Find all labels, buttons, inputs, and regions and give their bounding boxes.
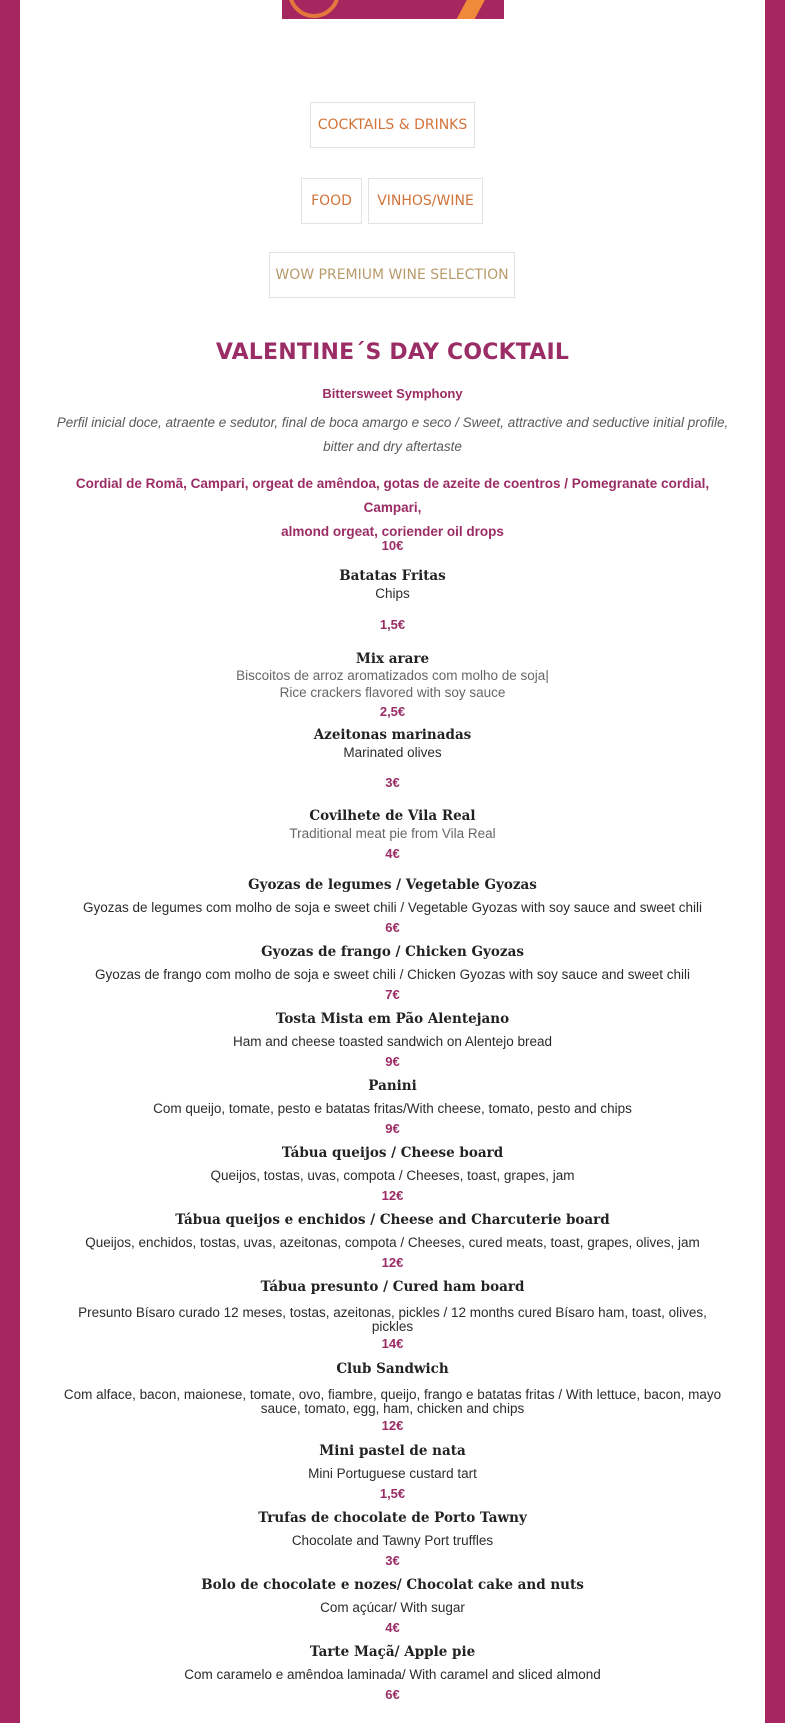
menu-item-description: Chips xyxy=(375,586,410,601)
menu-item-price: 6€ xyxy=(385,920,400,935)
menu-item-price: 2,5€ xyxy=(379,704,406,719)
cocktail-ingredients-line: almond orgeat, coriender oil drops xyxy=(281,524,504,539)
menu-item-description: Ham and cheese toasted sandwich on Alentejo bread xyxy=(233,1034,552,1049)
cocktail-name: Bittersweet Symphony xyxy=(322,386,463,401)
menu-item-price: 6€ xyxy=(385,1687,400,1702)
menu-item-description: Gyozas de legumes com molho de soja e sweet chili / Vegetable Gyozas with soy sauce and sweet chili xyxy=(82,900,703,915)
menu-item-price: 9€ xyxy=(385,1054,400,1069)
menu-item-name: Azeitonas marinadas xyxy=(313,727,472,743)
menu-item-name: Covilhete de Vila Real xyxy=(309,808,476,824)
menu-item-description: Com caramelo e amêndoa laminada/ With caramel and sliced almond xyxy=(184,1667,601,1682)
menu-item-name: Tábua presunto / Cured ham board xyxy=(260,1279,525,1295)
menu-item-name: Gyozas de legumes / Vegetable Gyozas xyxy=(248,877,537,893)
menu-item-price: 12€ xyxy=(381,1418,404,1433)
cocktail-ingredients xyxy=(20,472,765,544)
menu-item-description: Traditional meat pie from Vila Real xyxy=(289,826,496,841)
menu-item-name: Tarte Maçã/ Apple pie xyxy=(309,1644,476,1660)
menu-item-price: 3€ xyxy=(385,775,400,790)
menu-item-description: Gyozas de frango com molho de soja e sweet chili / Chicken Gyozas with soy sauce and sweet chili xyxy=(94,967,691,982)
menu-item-price: 1,5€ xyxy=(379,1486,406,1501)
menu-item-description: Com açúcar/ With sugar xyxy=(320,1600,465,1615)
menu-item-name: Tábua queijos / Cheese board xyxy=(281,1145,504,1161)
menu-item-name: Tosta Mista em Pão Alentejano xyxy=(275,1011,510,1027)
cocktail-description xyxy=(20,411,765,459)
menu-item-name: Batatas Fritas xyxy=(339,568,446,584)
logo-image xyxy=(282,0,504,19)
menu-item-price: 1,5€ xyxy=(379,617,406,632)
menu-item-price: 4€ xyxy=(385,1620,400,1635)
logo-slash-shape xyxy=(454,0,488,19)
menu-item-description: Mini Portuguese custard tart xyxy=(308,1466,477,1481)
menu-item-price: 9€ xyxy=(385,1121,400,1136)
menu-item-description: Com alface, bacon, maionese, tomate, ovo, fiambre, queijo, frango e batatas fritas / With lettuce, bacon, mayo xyxy=(63,1387,722,1402)
menu-item-name: Club Sandwich xyxy=(336,1361,449,1377)
menu-item-description: Queijos, tostas, uvas, compota / Cheeses, toast, grapes, jam xyxy=(210,1168,575,1183)
menu-item-description: Marinated olives xyxy=(343,745,442,760)
menu-item-name: Mix arare xyxy=(355,651,430,667)
logo-circle-shape xyxy=(288,0,340,18)
menu-item-description: Rice crackers flavored with soy sauce xyxy=(279,685,506,700)
menu-item-name: Bolo de chocolate e nozes/ Chocolat cake and nuts xyxy=(201,1577,584,1593)
menu-item-name: Gyozas de frango / Chicken Gyozas xyxy=(261,944,524,960)
menu-item-price: 12€ xyxy=(381,1255,404,1270)
menu-item-description: Biscoitos de arroz aromatizados com molho de soja| xyxy=(236,668,549,683)
menu-page xyxy=(20,0,765,1723)
menu-item-description: Chocolate and Tawny Port truffles xyxy=(291,1533,494,1548)
menu-item-description: sauce, tomato, egg, ham, chicken and chips xyxy=(260,1401,525,1416)
menu-item-price: 14€ xyxy=(381,1336,404,1351)
cocktail-ingredients-line: Cordial de Romã, Campari, orgeat de amêndoa, gotas de azeite de coentros / Pomegranate cordial, Campari, xyxy=(75,476,710,515)
menu-item-description: Presunto Bísaro curado 12 meses, tostas, azeitonas, pickles / 12 months cured Bísaro ham, toast, olives, xyxy=(78,1305,707,1320)
tab-cocktails-drinks[interactable]: COCKTAILS & DRINKS xyxy=(310,102,475,148)
cocktail-description-line: bitter and dry aftertaste xyxy=(323,439,462,454)
menu-item-description: Com queijo, tomate, pesto e batatas fritas/With cheese, tomato, pesto and chips xyxy=(153,1101,632,1116)
tab-wine[interactable]: VINHOS/WINE xyxy=(368,178,483,224)
section-title: VALENTINE´S DAY COCKTAIL xyxy=(215,340,570,365)
menu-item-price: 4€ xyxy=(385,846,400,861)
tab-wow-premium-wine[interactable]: WOW PREMIUM WINE SELECTION xyxy=(269,252,515,298)
menu-item-name: Panini xyxy=(368,1078,417,1094)
menu-item-price: 3€ xyxy=(385,1553,400,1568)
menu-item-name: Trufas de chocolate de Porto Tawny xyxy=(258,1510,527,1526)
menu-item-name: Tábua queijos e enchidos / Cheese and Charcuterie board xyxy=(175,1212,610,1228)
menu-item-price: 12€ xyxy=(381,1188,404,1203)
menu-item-description: Queijos, enchidos, tostas, uvas, azeitonas, compota / Cheeses, cured meats, toast, grapes, olives, jam xyxy=(85,1235,700,1250)
cocktail-description-line: Perfil inicial doce, atraente e sedutor, final de boca amargo e seco / Sweet, attractive and seductive initial profile, xyxy=(56,415,729,430)
tab-food[interactable]: FOOD xyxy=(301,178,362,224)
menu-item-price: 7€ xyxy=(385,987,400,1002)
menu-item-description: pickles xyxy=(371,1319,414,1334)
cocktail-price: 10€ xyxy=(381,538,404,553)
menu-item-name: Mini pastel de nata xyxy=(319,1443,466,1459)
